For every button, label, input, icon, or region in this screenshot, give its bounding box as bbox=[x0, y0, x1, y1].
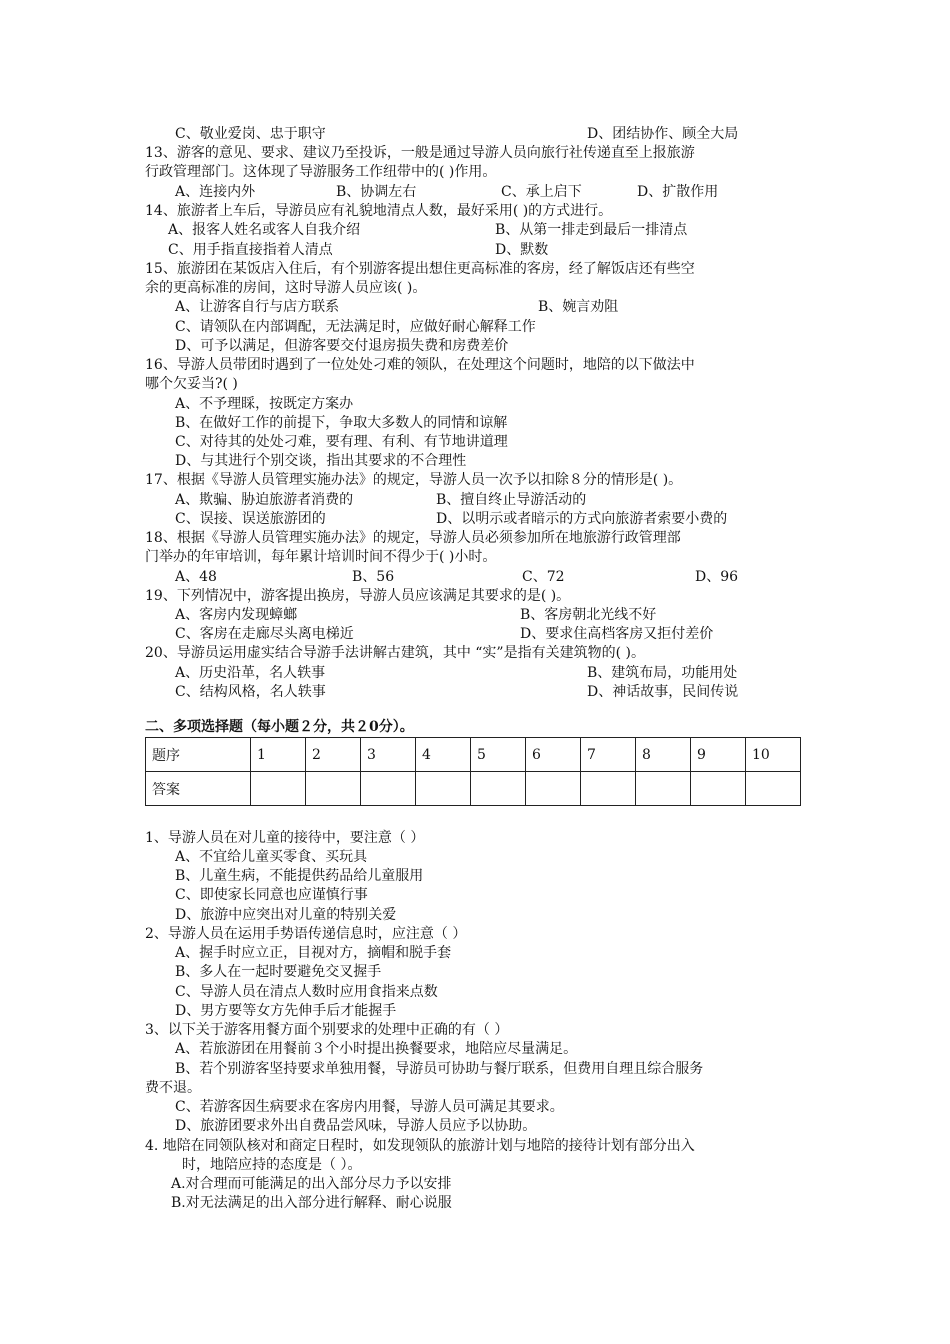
q15-option-d: D、可予以满足，但游客要交付退房损失费和房费差价 bbox=[175, 338, 509, 354]
answer-cell[interactable] bbox=[416, 772, 471, 806]
q20-option-d: D、神话故事，民间传说 bbox=[587, 684, 739, 700]
table-cell: 5 bbox=[471, 738, 526, 772]
q13-option-b: B、协调左右 bbox=[336, 184, 417, 200]
q19-option-a: A、客房内发现蟑螂 bbox=[175, 607, 298, 623]
answer-cell[interactable] bbox=[251, 772, 306, 806]
answer-cell[interactable] bbox=[471, 772, 526, 806]
q18-option-b: B、56 bbox=[352, 569, 395, 585]
q14-option-b: B、从第一排走到最后一排清点 bbox=[495, 222, 688, 238]
q16-stem: 16、导游人员带团时遇到了一位处处刁难的领队，在处理这个问题时，地陪的以下做法中 bbox=[145, 357, 695, 373]
q13-option-d: D、扩散作用 bbox=[637, 184, 719, 200]
q16-option-b: B、在做好工作的前提下，争取大多数人的同情和谅解 bbox=[175, 415, 508, 431]
mq3-option-a: A、若旅游团在用餐前３个小时提出换餐要求，地陪应尽量满足。 bbox=[175, 1041, 578, 1057]
mq1-option-c: C、即使家长同意也应谨慎行事 bbox=[175, 887, 368, 903]
q20-option-a: A、历史沿革，名人轶事 bbox=[175, 665, 326, 681]
mq3-option-c: C、若游客因生病要求在客房内用餐，导游人员可满足其要求。 bbox=[175, 1099, 564, 1115]
answer-cell[interactable] bbox=[691, 772, 746, 806]
table-cell: 1 bbox=[251, 738, 306, 772]
q15-option-c: C、请领队在内部调配，无法满足时，应做好耐心解释工作 bbox=[175, 319, 536, 335]
q13-option-a: A、连接内外 bbox=[175, 184, 256, 200]
q20-option-c: C、结构风格，名人轶事 bbox=[175, 684, 326, 700]
q14-option-a: A、报客人姓名或客人自我介绍 bbox=[168, 222, 361, 238]
q12-option-c: C、敬业爱岗、忠于职守 bbox=[175, 126, 326, 142]
q13-stem: 行政管理部门。这体现了导游服务工作纽带中的( )作用。 bbox=[145, 164, 497, 180]
answer-cell[interactable] bbox=[361, 772, 416, 806]
q18-option-a: A、48 bbox=[175, 569, 217, 585]
q18-option-c: C、72 bbox=[522, 569, 565, 585]
q20-stem: 20、导游员运用虚实结合导游手法讲解古建筑，其中 “实”是指有关建筑物的( )。 bbox=[145, 645, 645, 661]
answer-cell[interactable] bbox=[581, 772, 636, 806]
q18-option-d: D、96 bbox=[695, 569, 739, 585]
table-cell: 2 bbox=[306, 738, 361, 772]
mq2-stem: 2、导游人员在运用手势语传递信息时，应注意（ ） bbox=[145, 926, 467, 942]
mq2-option-b: B、多人在一起时要避免交叉握手 bbox=[175, 964, 382, 980]
mq4-option-b: B.对无法满足的出入部分进行解释、耐心说服 bbox=[171, 1195, 452, 1211]
mq3-stem: 3、以下关于游客用餐方面个别要求的处理中正确的有（ ） bbox=[145, 1022, 509, 1038]
q17-stem: 17、根据《导游人员管理实施办法》的规定，导游人员一次予以扣除８分的情形是( )。 bbox=[145, 472, 683, 488]
q15-stem: 余的更高标准的房间，这时导游人员应该( )。 bbox=[145, 280, 427, 296]
mq2-option-c: C、导游人员在清点人数时应用食指来点数 bbox=[175, 984, 438, 1000]
q20-option-b: B、建筑布局，功能用处 bbox=[587, 665, 738, 681]
table-cell: 9 bbox=[691, 738, 746, 772]
q14-option-d: D、默数 bbox=[495, 242, 549, 258]
q13-stem: 13、游客的意见、要求、建议乃至投诉，一般是通过导游人员向旅行社传递直至上报旅游 bbox=[145, 145, 695, 161]
q19-option-b: B、客房朝北光线不好 bbox=[520, 607, 657, 623]
mq2-option-a: A、握手时应立正，目视对方，摘帽和脱手套 bbox=[175, 945, 452, 961]
q17-option-b: B、擅自终止导游活动的 bbox=[436, 492, 587, 508]
q15-option-b: B、婉言劝阻 bbox=[538, 299, 619, 315]
q16-option-d: D、与其进行个别交谈，指出其要求的不合理性 bbox=[175, 453, 467, 469]
q13-option-c: C、承上启下 bbox=[501, 184, 582, 200]
answer-cell[interactable] bbox=[526, 772, 581, 806]
q19-stem: 19、下列情况中，游客提出换房，导游人员应该满足其要求的是( )。 bbox=[145, 588, 571, 604]
q18-stem: 门举办的年审培训，每年累计培训时间不得少于( )小时。 bbox=[145, 549, 497, 565]
q17-option-a: A、欺骗、胁迫旅游者消费的 bbox=[175, 492, 354, 508]
table-row bbox=[146, 772, 801, 806]
q16-option-a: A、不予理睬，按既定方案办 bbox=[175, 396, 354, 412]
q16-stem: 哪个欠妥当?( ) bbox=[145, 376, 238, 392]
q14-option-c: C、用手指直接指着人清点 bbox=[168, 242, 333, 258]
section-heading: 二、多项选择题（每小题２分，共２0分）。 bbox=[145, 719, 414, 735]
table-cell: 答案 bbox=[146, 772, 251, 806]
table-row bbox=[146, 738, 801, 772]
table-cell: 4 bbox=[416, 738, 471, 772]
answer-table bbox=[145, 737, 801, 806]
table-cell: 8 bbox=[636, 738, 691, 772]
q15-option-a: A、让游客自行与店方联系 bbox=[175, 299, 340, 315]
answer-cell[interactable] bbox=[746, 772, 801, 806]
table-cell: 10 bbox=[746, 738, 801, 772]
table-cell: 3 bbox=[361, 738, 416, 772]
mq4-stem: 4. 地陪在同领队核对和商定日程时，如发现领队的旅游计划与地陪的接待计划有部分出入 bbox=[145, 1138, 695, 1154]
q19-option-d: D、要求住高档客房又拒付差价 bbox=[520, 626, 714, 642]
mq3-option-b: 费不退。 bbox=[145, 1080, 201, 1096]
table-cell: 6 bbox=[526, 738, 581, 772]
mq1-option-b: B、儿童生病，不能提供药品给儿童服用 bbox=[175, 868, 424, 884]
mq2-option-d: D、男方要等女方先伸手后才能握手 bbox=[175, 1003, 397, 1019]
q17-option-d: D、以明示或者暗示的方式向旅游者索要小费的 bbox=[436, 511, 728, 527]
mq1-option-d: D、旅游中应突出对儿童的特别关爱 bbox=[175, 907, 397, 923]
q14-stem: 14、旅游者上车后，导游员应有礼貌地清点人数，最好采用( )的方式进行。 bbox=[145, 203, 613, 219]
mq1-option-a: A、不宜给儿童买零食、买玩具 bbox=[175, 849, 368, 865]
answer-cell[interactable] bbox=[306, 772, 361, 806]
mq3-option-b: B、若个别游客坚持要求单独用餐，导游员可协助与餐厅联系，但费用自理且综合服务 bbox=[175, 1061, 704, 1077]
mq1-stem: 1、导游人员在对儿童的接待中，要注意（ ） bbox=[145, 830, 425, 846]
q18-stem: 18、根据《导游人员管理实施办法》的规定，导游人员必须参加所在地旅游行政管理部 bbox=[145, 530, 681, 546]
answer-cell[interactable] bbox=[636, 772, 691, 806]
mq4-stem: 时，地陪应持的态度是（ ）。 bbox=[182, 1157, 362, 1173]
q17-option-c: C、误接、误送旅游团的 bbox=[175, 511, 326, 527]
q19-option-c: C、客房在走廊尽头离电梯近 bbox=[175, 626, 354, 642]
mq3-option-d: D、旅游团要求外出自费品尝风味，导游人员应予以协助。 bbox=[175, 1118, 537, 1134]
table-cell: 7 bbox=[581, 738, 636, 772]
mq4-option-a: A.对合理而可能满足的出入部分尽力予以安排 bbox=[171, 1176, 452, 1192]
q12-option-d: D、团结协作、顾全大局 bbox=[587, 126, 739, 142]
q16-option-c: C、对待其的处处刁难，要有理、有利、有节地讲道理 bbox=[175, 434, 508, 450]
table-cell: 题序 bbox=[146, 738, 251, 772]
q15-stem: 15、旅游团在某饭店入住后，有个别游客提出想住更高标准的客房，经了解饭店还有些空 bbox=[145, 261, 695, 277]
